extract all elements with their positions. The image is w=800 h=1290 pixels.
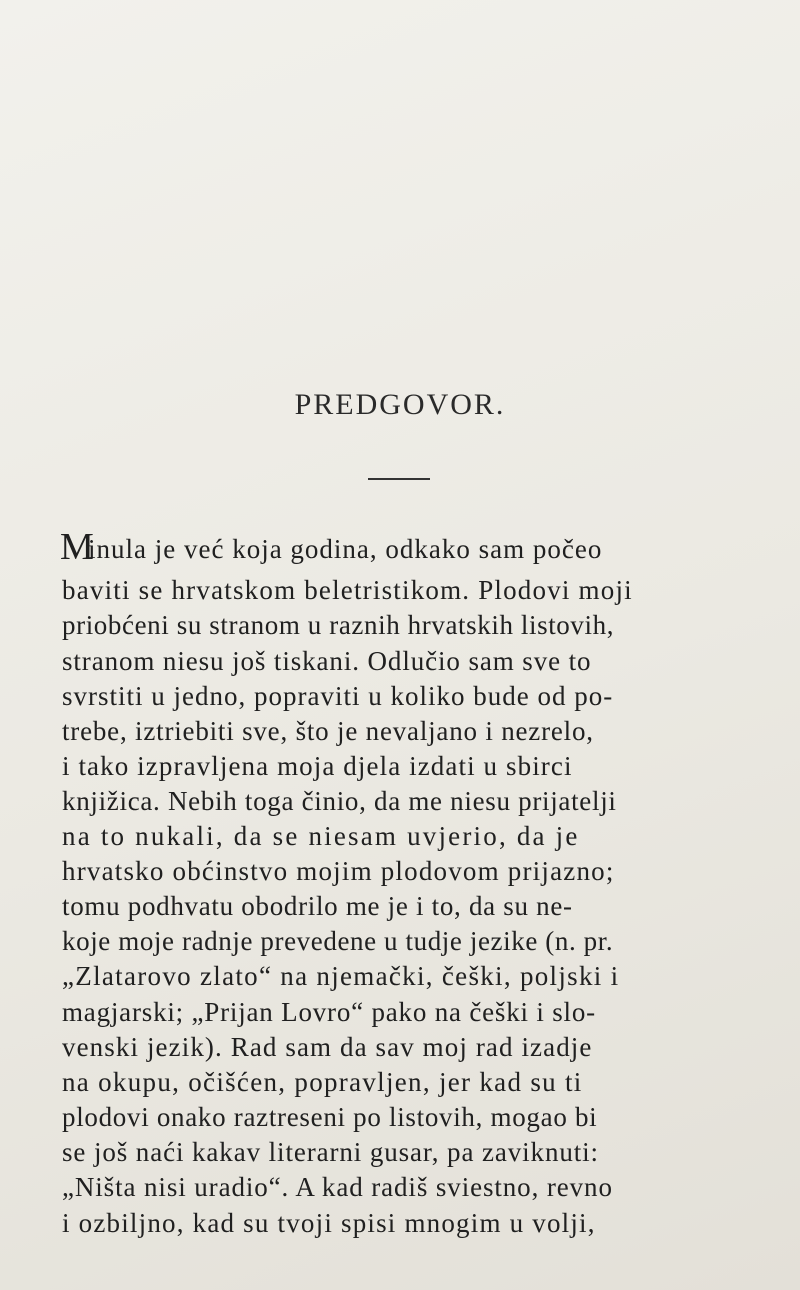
text-line: baviti se hrvatskom beletristikom. Plodovi moji xyxy=(62,575,633,605)
text-line: „Ništa nisi uradio“. A kad radiš sviestno, revno xyxy=(62,1172,613,1202)
text-line: na to nukali, da se niesam uvjerio, da je xyxy=(62,821,580,851)
text-line: plodovi onako raztreseni po listovih, mogao bi xyxy=(62,1102,598,1132)
drop-cap: M xyxy=(60,526,94,568)
text-line: svrstiti u jedno, popraviti u koliko bude od po- xyxy=(62,681,614,711)
title-divider xyxy=(368,478,430,480)
text-line: venski jezik). Rad sam da sav moj rad izadje xyxy=(62,1032,593,1062)
text-line: koje moje radnje prevedene u tudje jezike (n. pr. xyxy=(62,926,614,956)
page-title: PREDGOVOR. xyxy=(294,388,506,421)
text-line: inula je već koja godina, odkako sam počeo xyxy=(88,534,603,564)
text-line: magjarski; „Prijan Lovro“ pako na češki i slo- xyxy=(62,997,596,1027)
text-line: trebe, iztriebiti sve, što je nevaljano i nezrelo, xyxy=(62,716,594,746)
text-line: tomu podhvatu obodrilo me je i to, da su ne- xyxy=(62,891,573,921)
text-line: priobćeni su stranom u raznih hrvatskih listovih, xyxy=(62,610,615,640)
text-line: i ozbiljno, kad su tvoji spisi mnogim u volji, xyxy=(62,1208,596,1238)
text-line: na okupu, očišćen, popravljen, jer kad su ti xyxy=(62,1067,583,1097)
text-line: stranom niesu još tiskani. Odlučio sam sve to xyxy=(62,646,592,676)
text-line: i tako izpravljena moja djela izdati u sbirci xyxy=(62,751,573,781)
text-line: se još naći kakav literarni gusar, pa zaviknuti: xyxy=(62,1137,599,1167)
text-line: hrvatsko obćinstvo mojim plodovom prijazno; xyxy=(62,856,615,886)
text-line: knjižica. Nebih toga činio, da me niesu prijatelji xyxy=(62,786,617,816)
text-line: „Zlatarovo zlato“ na njemački, češki, poljski i xyxy=(62,961,620,991)
